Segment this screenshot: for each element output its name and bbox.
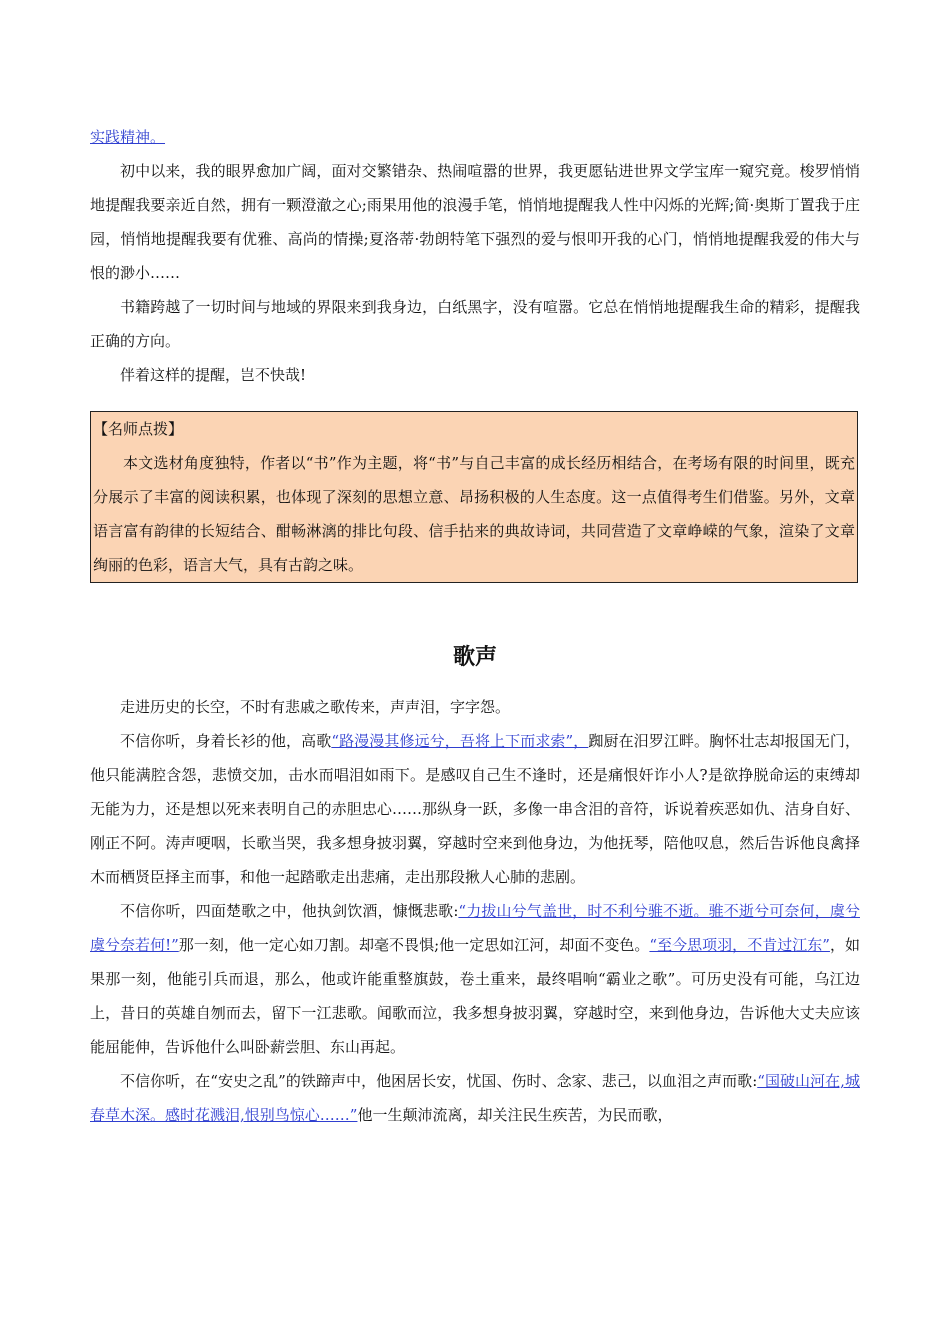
text-run: 踟厨在汨罗江畔。胸怀壮志却报国无门，他只能满腔含怨，悲愤交加，击水而唱泪如雨下。是感叹自己生不逢时，还是痛恨奸诈小人?是欲挣脱命运的束缚却无能为力，还是想以死来表明自己的赤胆忠心……那纵身一跃，多像一串含泪的音符，诉说着疾恶如仇、洁身自好、刚正不阿。涛声哽咽，长歌当哭，我多想身披羽翼，穿越时空来到他身边，为他抚琴，陪他叹息，然后告诉他良禽择木而栖贤臣择主而事，和他一起踏歌走出悲痛，走出那段揪人心肺的悲剧。 bbox=[90, 732, 860, 886]
text-run: ，如果那一刻，他能引兵而退，那么，他或许能重整旗鼓，卷土重来，最终唱响“霸业之歌”。可历史没有可能，乌江边上，昔日的英雄自刎而去，留下一江悲歌。闻歌而泣，我多想身披羽翼，穿越时空，来到他身边，告诉他大丈夫应该能屈能伸，告诉他什么叫卧薪尝胆、东山再起。 bbox=[90, 936, 860, 1056]
quote-link[interactable]: “力拔山兮气盖世，时不利兮骓不逝。骓不逝兮可奈何，虞兮虞兮奈若何!” bbox=[90, 902, 860, 954]
quote-link[interactable]: 实践精神。 bbox=[90, 128, 166, 146]
text-run: 他一生颠沛流离，却关注民生疾苦，为民而歌， bbox=[357, 1106, 673, 1124]
paragraph: 书籍跨越了一切时间与地域的界限来到我身边，白纸黑字，没有喧嚣。它总在悄悄地提醒我生命的精彩，提醒我正确的方向。 bbox=[90, 298, 860, 350]
paragraph bbox=[90, 1064, 860, 1132]
paragraph: 初中以来，我的眼界愈加广阔，面对交繁错杂、热闹喧嚣的世界，我更愿钻进世界文学宝库一窥究竟。梭罗悄悄地提醒我要亲近自然，拥有一颗澄澈之心;雨果用他的浪漫手笔，悄悄地提醒我人性中闪烁的光辉;简·奥斯丁置我于庄园，悄悄地提醒我要有优雅、高尚的情操;夏洛蒂·勃朗特笔下强烈的爱与恨叩开我的心门，悄悄地提醒我爱的伟大与恨的渺小…… bbox=[90, 162, 860, 282]
continued-line bbox=[90, 120, 860, 154]
commentary-body: 本文选材角度独特，作者以“书”作为主题，将“书”与自己丰富的成长经历相结合，在考场有限的时间里，既充分展示了丰富的阅读积累，也体现了深刻的思想立意、昂扬积极的人生态度。这一点值得考生们借鉴。另外，文章语言富有韵律的长短结合、酣畅淋漓的排比句段、信手拈来的典故诗词，共同营造了文章峥嵘的气象，渲染了文章绚丽的色彩，语言大气，具有古韵之味。 bbox=[93, 454, 855, 574]
paragraph: 伴着这样的提醒，岂不快哉! bbox=[120, 366, 307, 384]
quote-link[interactable]: “国破山河在,城春草木深。感时花溅泪,恨别鸟惊心……” bbox=[90, 1072, 860, 1124]
paragraph bbox=[90, 724, 860, 894]
teacher-commentary-box bbox=[90, 411, 858, 583]
commentary-heading: 【名师点拨】 bbox=[93, 420, 184, 438]
section-one bbox=[90, 120, 860, 392]
essay-body bbox=[90, 690, 860, 1132]
paragraph bbox=[90, 894, 860, 1064]
quote-link[interactable]: “至今思项羽，不肯过江东” bbox=[649, 936, 830, 954]
paragraph: 走进历史的长空，不时有悲戚之歌传来，声声泪，字字怨。 bbox=[120, 698, 511, 716]
text-run: 不信你听，四面楚歌之中，他执剑饮酒，慷慨悲歌: bbox=[120, 902, 459, 920]
text-run: 不信你听，身着长衫的他，高歌 bbox=[120, 732, 332, 750]
text-run: 不信你听，在“安史之乱”的铁蹄声中，他困居长安，忧国、伤时、念家、悲己，以血泪之声而歌: bbox=[120, 1072, 758, 1090]
essay-title: 歌声 bbox=[452, 645, 497, 670]
quote-link[interactable]: “路漫漫其修远兮，吾将上下而求索”， bbox=[331, 732, 589, 750]
text-run: 那一刻，他一定心如刀割。却毫不畏惧;他一定思如江河，却面不变色。 bbox=[178, 936, 650, 954]
